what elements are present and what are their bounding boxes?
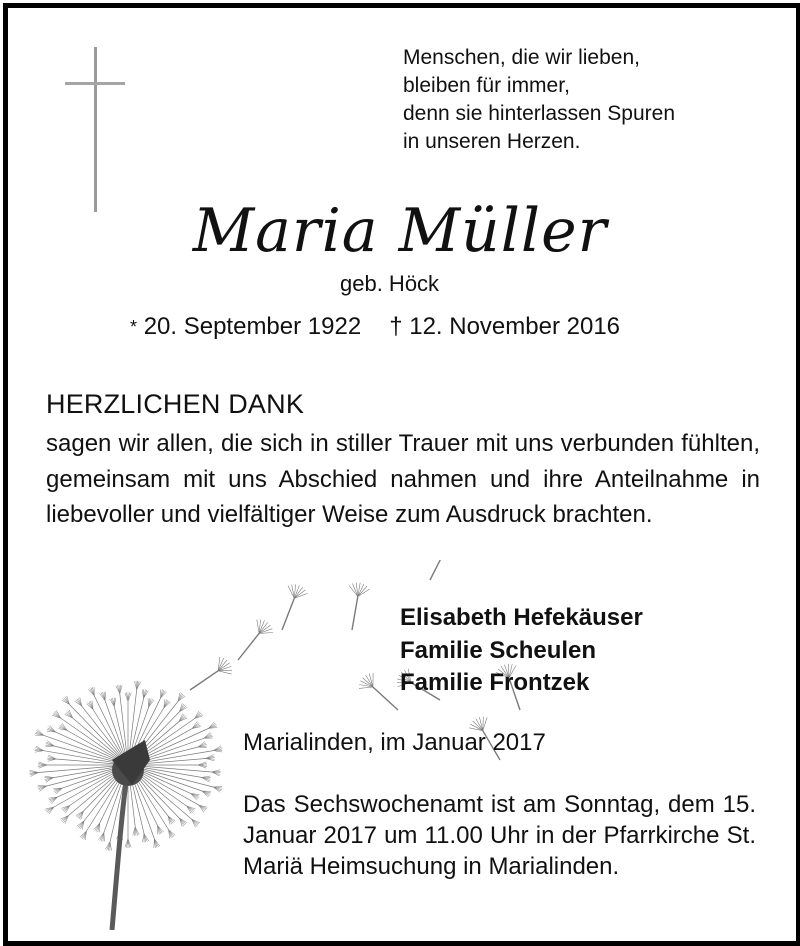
place-date: Marialinden, im Januar 2017: [243, 729, 546, 757]
poem-line: Menschen, die wir lieben,: [403, 44, 675, 72]
death-symbol: †: [389, 313, 402, 340]
maiden-name: geb. Höck: [340, 271, 439, 297]
poem: [403, 44, 675, 156]
poem-line: bleiben für immer,: [403, 72, 675, 100]
birth-symbol: *: [130, 317, 137, 337]
death-date: 12. November 2016: [409, 313, 620, 340]
service-notice: Das Sechswochenamt ist am Sonntag, dem 15. Januar 2017 um 11.00 Uhr in der Pfarrkirche St. Mariä Heimsuchung in Marialinden.: [243, 789, 756, 882]
family-name: Familie Scheulen: [400, 635, 643, 668]
thanks-heading: HERZLICHEN DANK: [46, 389, 304, 420]
life-dates: [130, 313, 620, 341]
family-name: Elisabeth Hefekäuser: [400, 602, 643, 635]
family-list: [400, 602, 643, 700]
thanks-text: sagen wir allen, die sich in stiller Trauer mit uns verbunden fühlten, gemeinsam mit uns Abschied nahmen und ihre Anteilnahme in liebevoller und vielfältiger Weise zum Ausdruck brachten.: [46, 426, 760, 533]
poem-line: in unseren Herzen.: [403, 128, 675, 156]
family-name: Familie Frontzek: [400, 667, 643, 700]
poem-line: denn sie hinterlassen Spuren: [403, 100, 675, 128]
birth-date: 20. September 1922: [144, 313, 362, 340]
cross-icon: [60, 45, 130, 215]
deceased-name: Maria Müller: [0, 196, 800, 266]
